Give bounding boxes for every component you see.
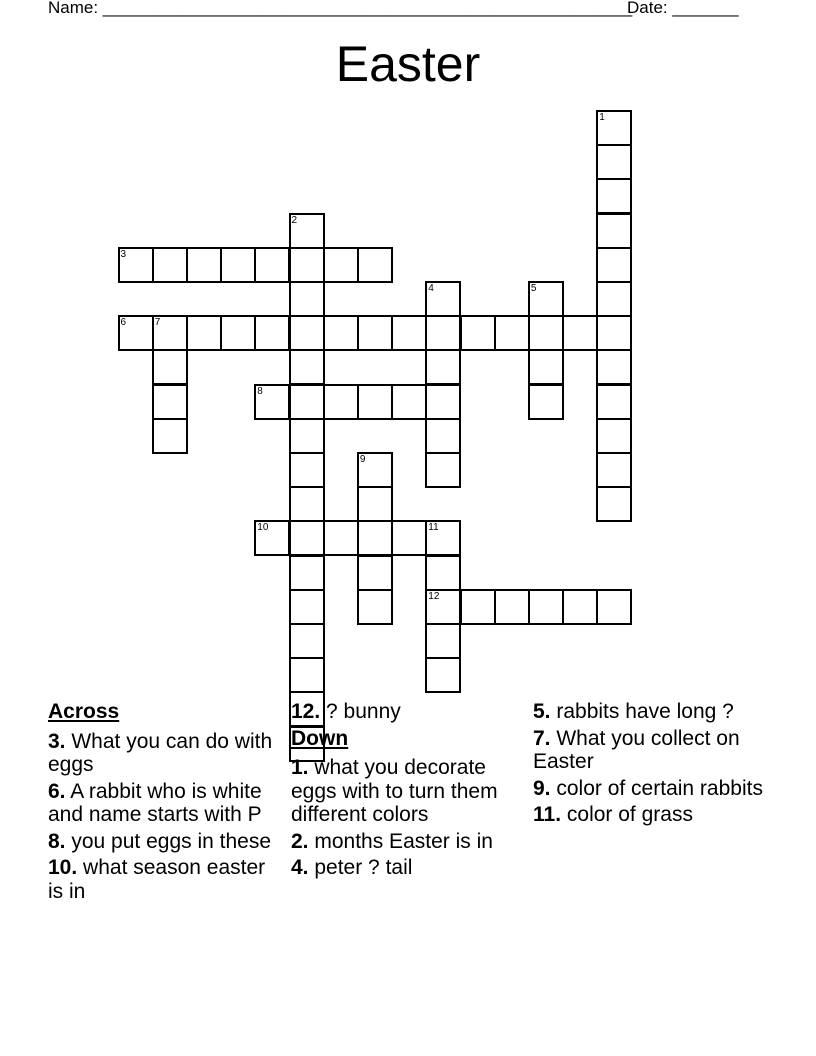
clue-number: 5 xyxy=(530,283,537,294)
grid-cell[interactable] xyxy=(391,520,427,556)
clue-number: 3 xyxy=(120,248,127,260)
clue-number: 8 xyxy=(257,385,263,397)
clue-across-6: 6. A rabbit who is white and name starts with P xyxy=(48,779,262,826)
grid-cell[interactable] xyxy=(357,452,393,488)
grid-cell[interactable] xyxy=(425,623,461,659)
grid-cell[interactable] xyxy=(357,384,393,420)
grid-cell[interactable] xyxy=(357,555,393,591)
grid-cell[interactable] xyxy=(152,247,188,283)
clue-across-12: 12. ? bunny xyxy=(291,700,401,723)
grid-cell[interactable] xyxy=(528,315,564,351)
grid-cell[interactable] xyxy=(254,384,290,420)
grid-cell[interactable] xyxy=(596,486,632,522)
grid-cell[interactable] xyxy=(323,315,359,351)
clue-down-11: 11. color of grass xyxy=(533,803,693,826)
grid-cell[interactable] xyxy=(596,281,632,317)
grid-cell[interactable] xyxy=(596,384,632,420)
grid-cell[interactable] xyxy=(425,555,461,591)
grid-cell[interactable] xyxy=(425,281,461,317)
grid-cell[interactable] xyxy=(289,213,325,249)
grid-cell[interactable] xyxy=(528,281,564,317)
grid-cell[interactable] xyxy=(460,589,496,625)
grid-cell[interactable] xyxy=(289,384,325,420)
grid-cell[interactable] xyxy=(562,315,598,351)
grid-cell[interactable] xyxy=(289,520,325,556)
grid-cell[interactable] xyxy=(323,384,359,420)
grid-cell[interactable] xyxy=(289,657,325,693)
clue-down-5: 5. rabbits have long ? xyxy=(533,700,734,723)
clue-across-3: 3. What you can do with eggs xyxy=(48,729,273,776)
clue-down-9: 9. color of certain rabbits xyxy=(533,776,763,800)
grid-cell[interactable] xyxy=(391,315,427,351)
grid-cell[interactable] xyxy=(289,486,325,522)
grid-cell[interactable] xyxy=(425,589,461,625)
grid-cell[interactable] xyxy=(254,520,290,556)
page-title: Easter xyxy=(335,36,481,92)
grid-cell[interactable] xyxy=(528,589,564,625)
grid-cell[interactable] xyxy=(391,384,427,420)
grid-cell[interactable] xyxy=(357,247,393,283)
grid-cell[interactable] xyxy=(323,520,359,556)
grid-cell[interactable] xyxy=(220,247,256,283)
clue-number: 11 xyxy=(428,522,439,534)
grid-cell[interactable] xyxy=(186,247,222,283)
grid-cell[interactable] xyxy=(357,315,393,351)
grid-cell[interactable] xyxy=(528,349,564,385)
clue-number: 7 xyxy=(154,317,161,329)
clue-number: 6 xyxy=(120,317,127,329)
grid-cell[interactable] xyxy=(494,315,530,351)
clue-number: 1 xyxy=(599,112,605,123)
grid-cell[interactable] xyxy=(425,349,461,385)
across-heading: Across xyxy=(48,700,120,723)
clue-number: 9 xyxy=(359,454,366,465)
grid-cell[interactable] xyxy=(152,418,188,454)
grid-cell[interactable] xyxy=(254,247,290,283)
clue-number: 10 xyxy=(257,522,269,534)
clues-column-1 xyxy=(48,700,283,906)
clue-number: 2 xyxy=(291,214,298,226)
grid-cell[interactable] xyxy=(596,349,632,385)
clue-across-10: 10. what season easter is in xyxy=(48,856,266,903)
grid-cell[interactable] xyxy=(425,452,461,488)
grid-cell[interactable] xyxy=(289,452,325,488)
name-field-label: Name: ________________________________________________________ xyxy=(48,0,633,17)
grid-cell[interactable] xyxy=(289,623,325,659)
grid-cell[interactable] xyxy=(596,110,632,146)
grid-cell[interactable] xyxy=(152,349,188,385)
grid-cell[interactable] xyxy=(596,418,632,454)
grid-cell[interactable] xyxy=(152,384,188,420)
grid-cell[interactable] xyxy=(596,589,632,625)
grid-cell[interactable] xyxy=(118,315,154,351)
grid-cell[interactable] xyxy=(357,589,393,625)
grid-cell[interactable] xyxy=(289,315,325,351)
grid-cell[interactable] xyxy=(323,247,359,283)
grid-cell[interactable] xyxy=(425,384,461,420)
grid-cell[interactable] xyxy=(494,589,530,625)
grid-cell[interactable] xyxy=(118,247,154,283)
grid-cell[interactable] xyxy=(289,349,325,385)
grid-cell[interactable] xyxy=(220,315,256,351)
grid-cell[interactable] xyxy=(425,315,461,351)
grid-cell[interactable] xyxy=(289,281,325,317)
grid-cell[interactable] xyxy=(289,247,325,283)
grid-cell[interactable] xyxy=(186,315,222,351)
date-field-label: Date: _______ xyxy=(627,0,739,17)
grid-cell[interactable] xyxy=(289,589,325,625)
grid-cell[interactable] xyxy=(289,555,325,591)
grid-cell[interactable] xyxy=(152,315,188,351)
clue-down-1: 1. what you decorate eggs with to turn them different colors xyxy=(291,756,498,826)
grid-cell[interactable] xyxy=(357,520,393,556)
grid-cell[interactable] xyxy=(596,452,632,488)
clues-column-2 xyxy=(291,700,526,883)
grid-cell[interactable] xyxy=(596,213,632,249)
clue-down-7: 7. What you collect on Easter xyxy=(533,726,740,773)
grid-cell[interactable] xyxy=(289,418,325,454)
grid-cell[interactable] xyxy=(596,178,632,214)
grid-cell[interactable] xyxy=(357,486,393,522)
grid-cell[interactable] xyxy=(460,315,496,351)
grid-cell[interactable] xyxy=(596,144,632,180)
grid-cell[interactable] xyxy=(425,657,461,693)
grid-cell[interactable] xyxy=(528,384,564,420)
grid-cell[interactable] xyxy=(596,247,632,283)
grid-cell[interactable] xyxy=(425,520,461,556)
clues-column-3 xyxy=(533,700,768,830)
clue-down-2: 2. months Easter is in xyxy=(291,829,493,853)
grid-cell[interactable] xyxy=(562,589,598,625)
clue-number: 12 xyxy=(428,590,440,602)
clue-across-8: 8. you put eggs in these xyxy=(48,829,272,853)
down-heading: Down xyxy=(291,726,349,750)
grid-cell[interactable] xyxy=(425,418,461,454)
grid-cell[interactable] xyxy=(254,315,290,351)
clue-down-4: 4. peter ? tail xyxy=(291,856,413,879)
clue-number: 4 xyxy=(428,283,434,294)
grid-cell[interactable] xyxy=(596,315,632,351)
